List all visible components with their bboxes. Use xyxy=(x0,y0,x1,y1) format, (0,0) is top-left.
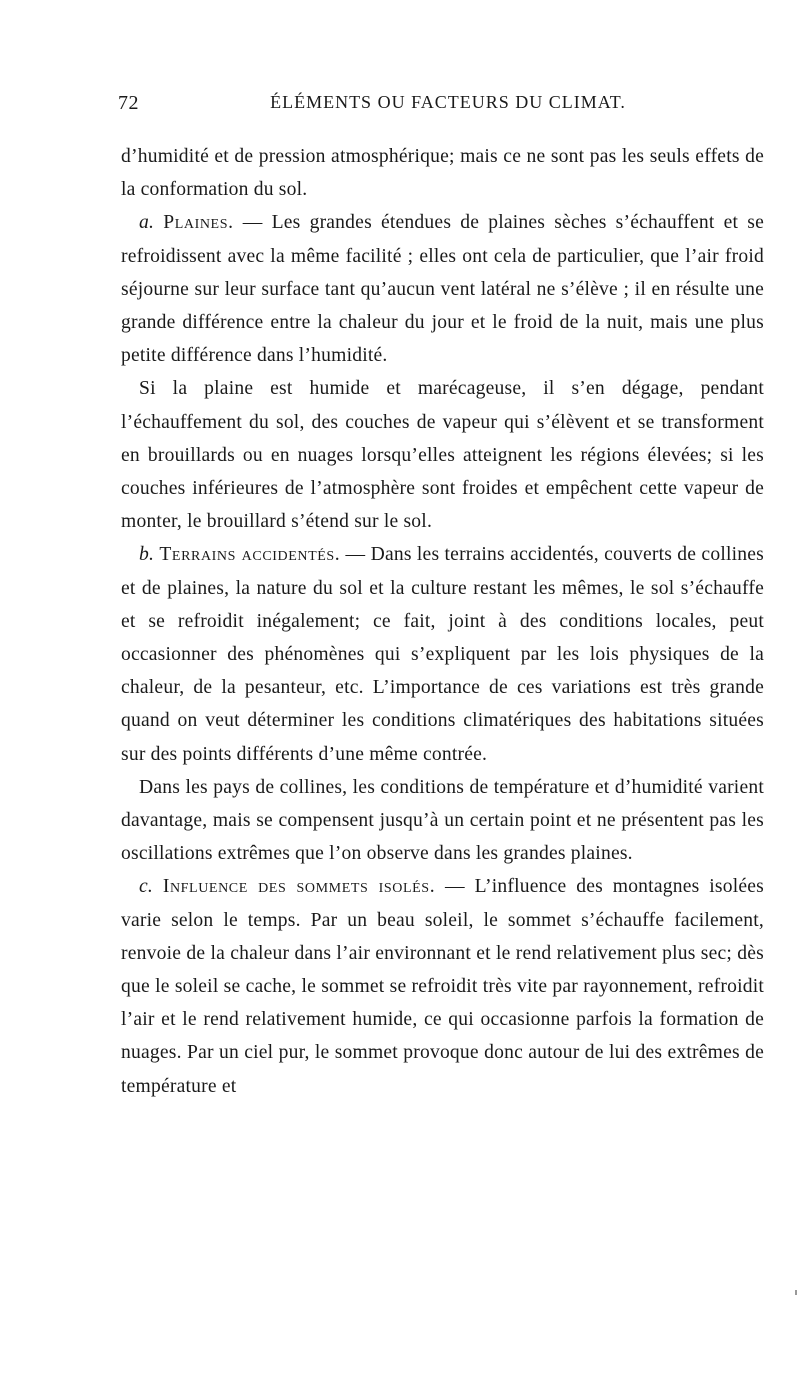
paragraph-collines xyxy=(121,771,764,871)
running-title: ÉLÉMENTS OU FACTEURS DU CLIMAT. xyxy=(270,92,626,112)
paragraph-text: — L’influence des montagnes isolées varie selon le temps. Par un beau soleil, le sommet s’échauffe facilement, renvoie de la chaleur dans l’air environnant et le rend relativement plus sec; dès que le soleil se cache, le sommet se refroidit très vite par rayonnement, refroidit l’air et le rend relativement humide, ce qui occasionne parfois la formation de nuages. Par un ciel pur, le sommet provoque donc autour de lui des extrêmes de température et xyxy=(121,876,764,1097)
section-heading: Plaines. xyxy=(163,212,234,234)
paragraph-text: Si la plaine est humide et marécageuse, il s’en dégage, pendant l’échauffement du sol, des couches de vapeur qui s’élèvent et se transforment en brouillards ou en nuages lorsqu’elles atteignent les régions élevées; si les couches inférieures de l’atmosphère sont froides et empêchent cette vapeur de monter, le brouillard s’étend sur le sol. xyxy=(121,378,764,533)
paragraph-plaine-humide xyxy=(121,372,764,538)
paragraph-text: Dans les pays de collines, les conditions de température et d’humidité varient davantage, mais se compensent jusqu’à un certain point et ne présentent pas les oscillations extrêmes que l’on observe dans les grandes plaines. xyxy=(121,776,764,865)
body-text xyxy=(121,140,764,1103)
paragraph-sommets-isoles xyxy=(121,870,764,1102)
paragraph-terrains-accidentes xyxy=(121,538,764,770)
section-heading: Influence des sommets isolés. xyxy=(162,876,436,898)
paragraph-continuation xyxy=(121,140,764,206)
scan-speck xyxy=(795,1290,797,1295)
paragraph-text: — Dans les terrains accidentés, couverts de collines et de plaines, la nature du sol et la culture restant les mêmes, le sol s’échauffe et se refroidit inégalement; ce fait, joint à des conditions locales, peut occasionner des phénomènes qui s’expliquent par les lois physiques de la chaleur, de la pesanteur, etc. L’importance de ces variations est très grande quand on veut déterminer les conditions climatériques des habitations situées sur des points différents d’une même contrée. xyxy=(121,544,764,765)
paragraph-plaines xyxy=(121,206,764,372)
section-marker: b. xyxy=(139,544,155,566)
paragraph-text: — Les grandes étendues de plaines sèches s’échauffent et se refroidissent avec la même facilité ; elles ont cela de particulier, que l’air froid séjourne sur leur surface tant qu’aucun vent latéral ne s’élève ; il en résulte une grande différence entre la chaleur du jour et le froid de la nuit, mais une plus petite différence dans l’humidité. xyxy=(121,212,764,367)
section-marker: c. xyxy=(139,876,153,898)
page-number: 72 xyxy=(118,92,139,114)
section-marker: a. xyxy=(139,212,155,234)
paragraph-text: d’humidité et de pression atmosphérique; mais ce ne sont pas les seuls effets de la conformation du sol. xyxy=(121,146,764,201)
section-heading: Terrains accidentés. xyxy=(159,544,341,566)
page-header xyxy=(118,92,778,116)
